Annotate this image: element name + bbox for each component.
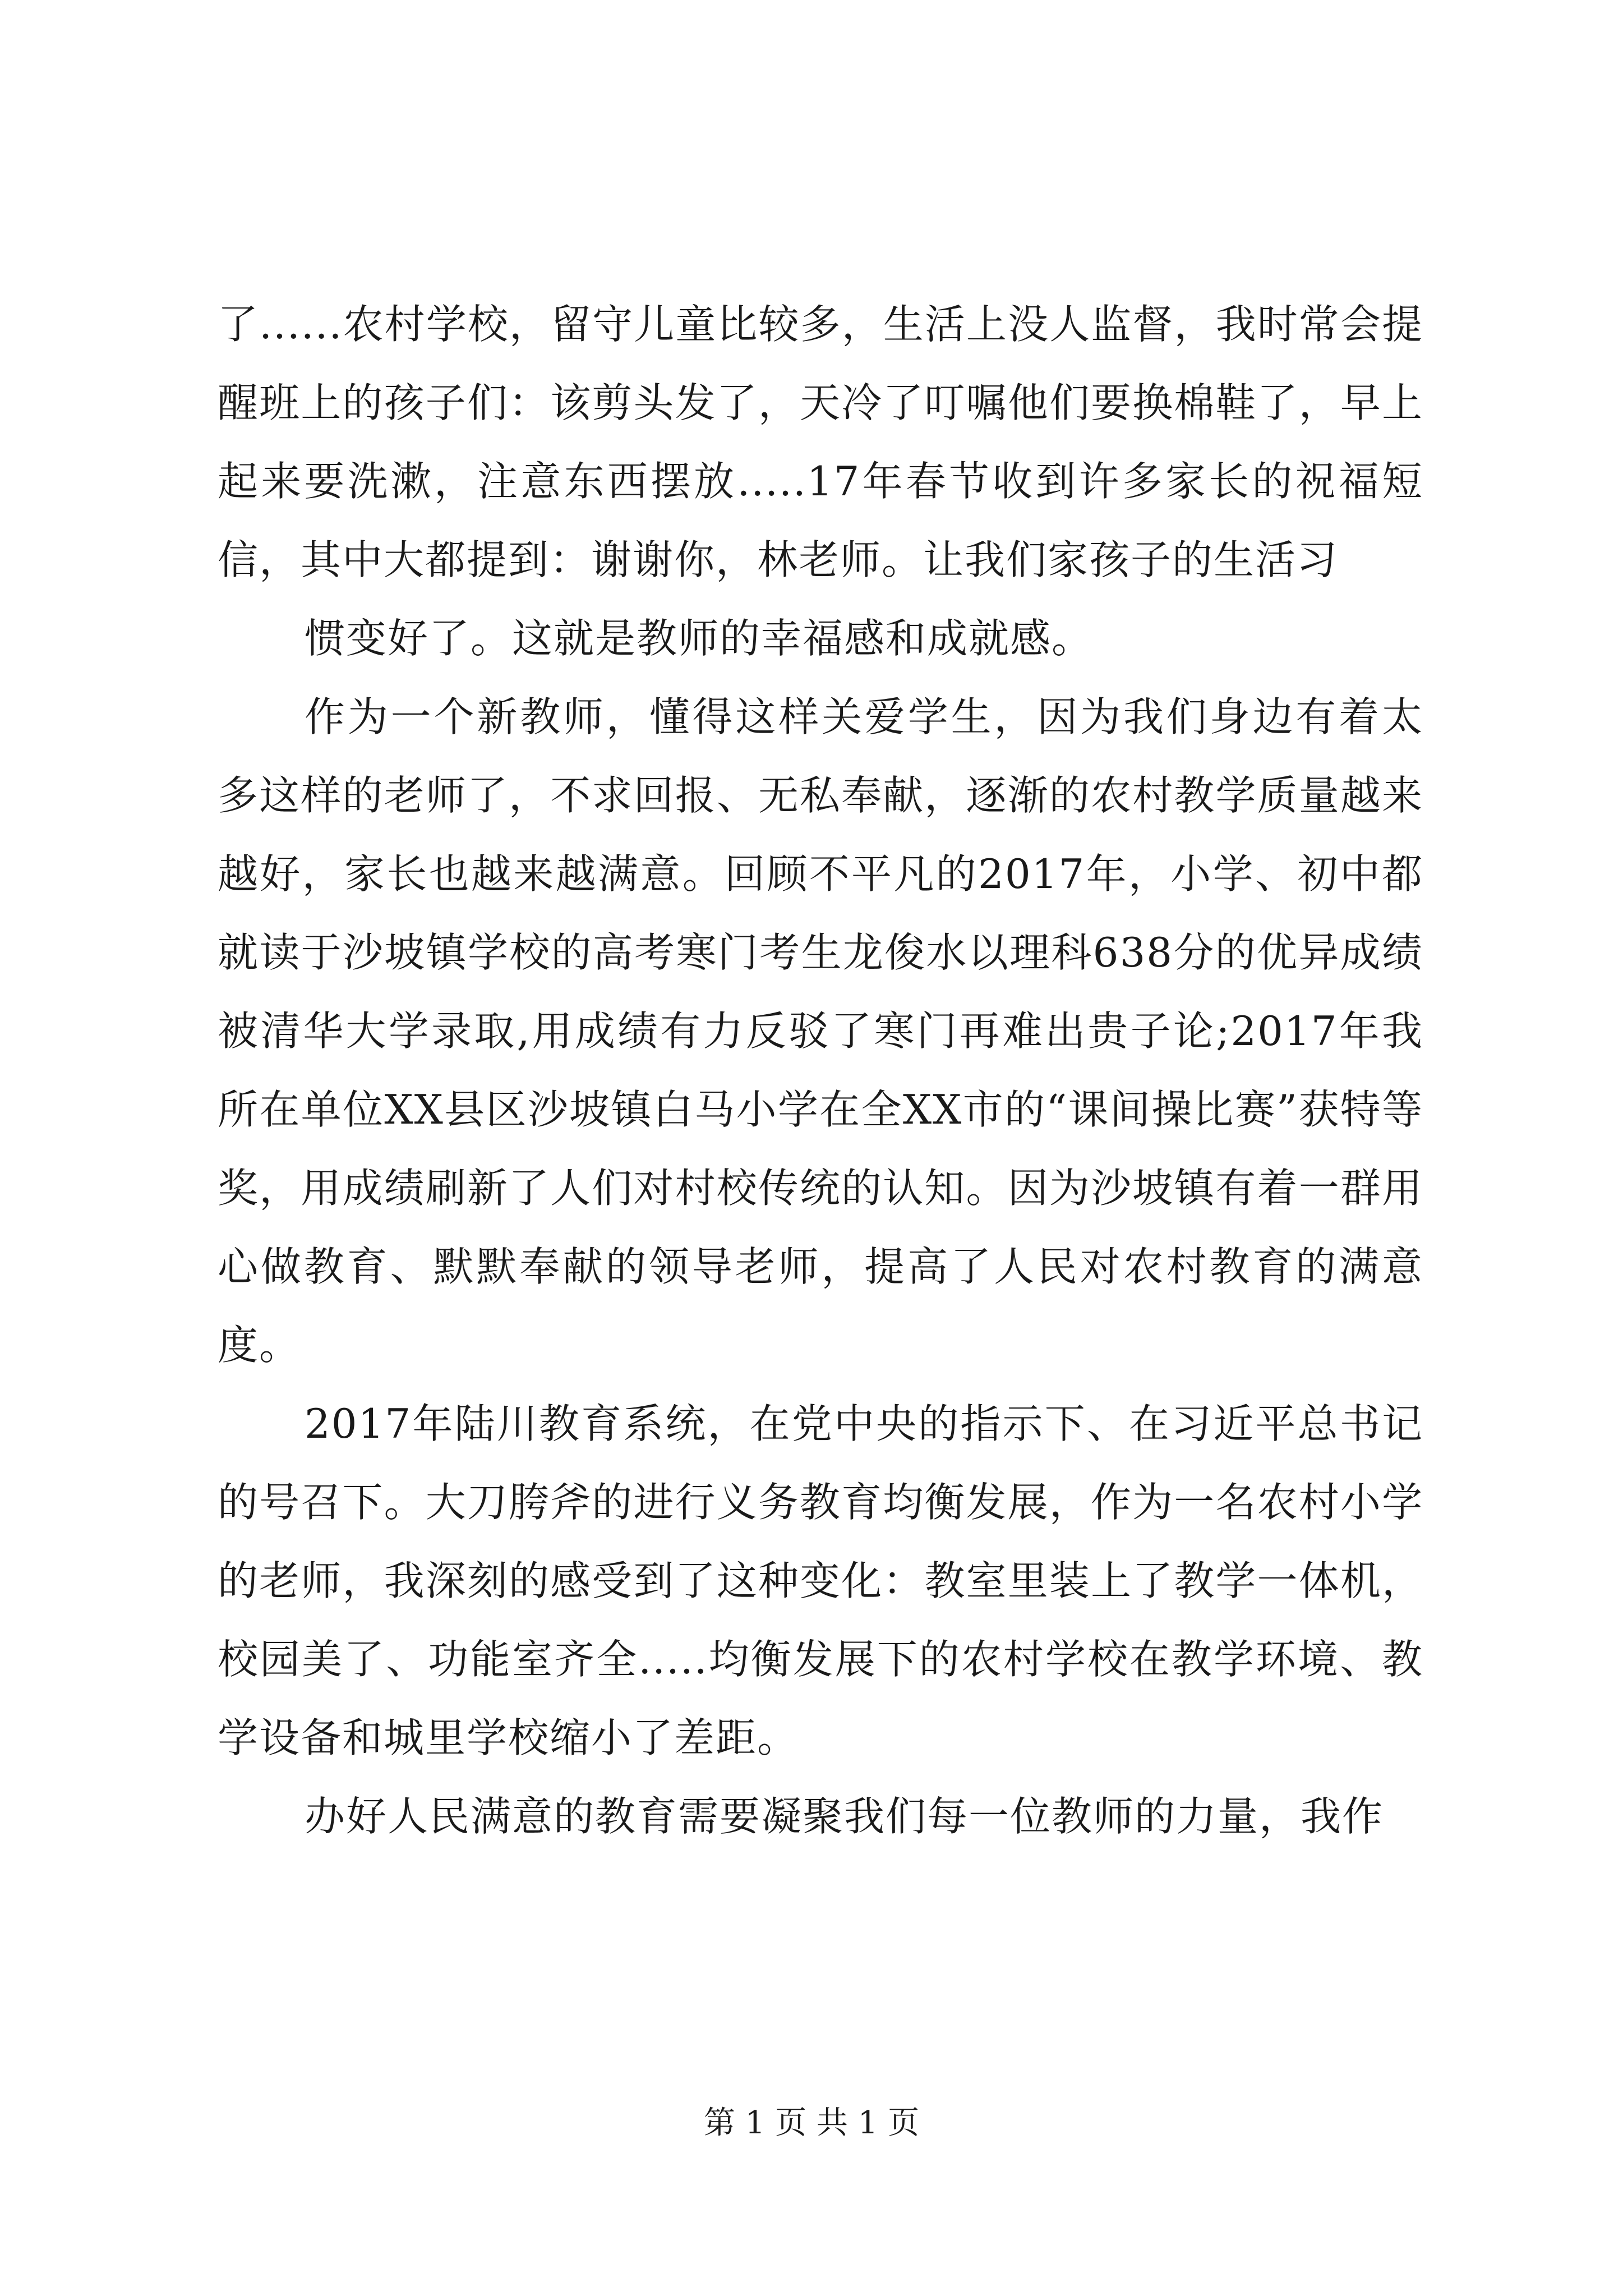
paragraph-habit: 惯变好了。这就是教师的幸福感和成就感。 (305, 615, 1094, 662)
paragraph-satisfaction: 办好人民满意的教育需要凝聚我们每一位教师的力量，我作 (305, 1793, 1384, 1840)
document-body (218, 285, 1423, 1856)
paragraph-new-teacher: 作为一个新教师，懂得这样关爱学生，因为我们身边有着太多这样的老师了，不求回报、无私奉献，逐渐的农村教学质量越来越好，家长也越来越满意。回顾不平凡的2017年，小学、初中都就读于沙坡镇学校的高考寒门考生龙俊水以理科638分的优异成绩被清华大学录取,用成绩有力反驳了寒门再难出贵子论;2017年我所在单位XX县区沙坡镇白马小学在全XX市的“课间操比赛”获特等奖，用成绩刷新了人们对村校传统的认知。因为沙坡镇有着一群用心做教育、默默奉献的领导老师，提高了人民对农村教育的满意度。 (218, 693, 1423, 1369)
paragraph-education-system: 2017年陆川教育系统，在党中央的指示下、在习近平总书记的号召下。大刀胯斧的进行义务教育均衡发展，作为一名农村小学的老师，我深刻的感受到了这种变化：教室里装上了教学一体机，校园美了、功能室齐全.....均衡发展下的农村学校在教学环境、教学设备和城里学校缩小了差距。 (218, 1400, 1423, 1761)
page-footer: 第 1 页 共 1 页 (703, 2105, 920, 2141)
paragraph-continued: 了......农村学校，留守儿童比较多，生活上没人监督，我时常会提醒班上的孩子们：该剪头发了，天冷了叮嘱他们要换棉鞋了，早上起来要洗漱，注意东西摆放.....17年春节收到许多家长的祝福短信，其中大都提到：谢谢你，林老师。让我们家孩子的生活习 (218, 301, 1423, 583)
